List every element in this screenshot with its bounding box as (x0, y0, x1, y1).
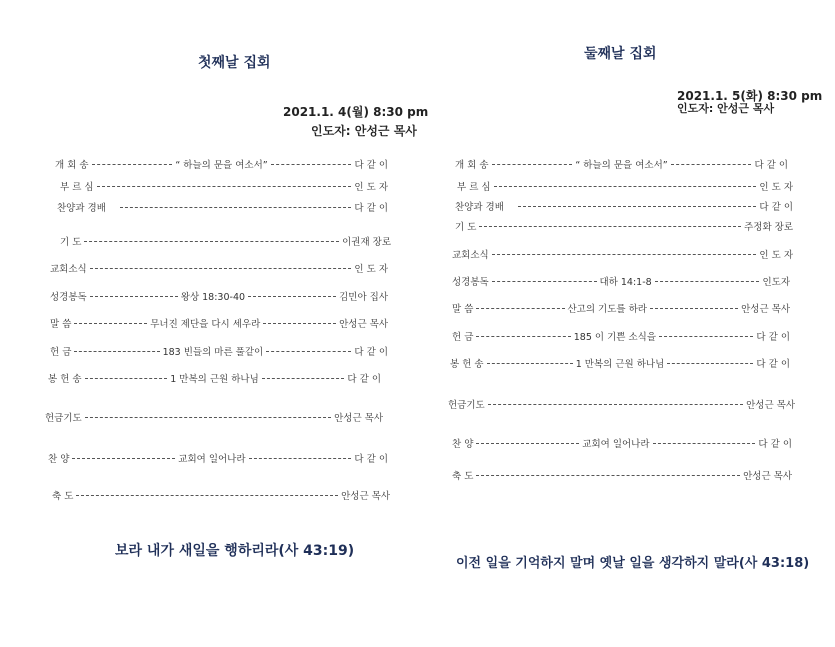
row-right: 인 도 자 (759, 250, 793, 261)
row-right: 안성근 목사 (743, 471, 792, 482)
row-label: 개 회 송 (55, 160, 89, 171)
row-middle: 1 만복의 근원 하나님 (170, 374, 259, 385)
row-label: 부 르 심 (457, 182, 491, 193)
day1-row-opening-hymn (55, 156, 388, 172)
row-right: 다 같 이 (354, 454, 388, 465)
day2-program (420, 0, 835, 647)
day1-row-prayer (60, 233, 391, 249)
day2-row-call (457, 178, 793, 194)
row-middle: 교회여 일어나라 (582, 439, 650, 450)
day1-row-call (60, 178, 388, 194)
day1-date: 2021.1. 4(월) 8:30 pm (283, 105, 429, 119)
row-label: 교회소식 (452, 250, 489, 261)
day1-row-reading (50, 288, 388, 304)
day1-row-hymn (48, 450, 388, 466)
row-label: 봉 헌 송 (450, 359, 484, 370)
day1-row-sermon (50, 315, 388, 331)
row-label: 개 회 송 (455, 160, 489, 171)
day1-theme-verse: 보라 내가 새일을 행하리라(사 43:19) (115, 543, 355, 559)
row-right: 안성근 목사 (741, 304, 790, 315)
day2-row-news (452, 246, 793, 262)
day1-row-news (50, 260, 388, 276)
row-right: 인도자 (762, 277, 790, 288)
day2-row-benediction (452, 467, 792, 483)
row-right: 김민아 집사 (339, 292, 388, 303)
row-label: 찬양과 경배 (455, 202, 504, 213)
row-middle: 산고의 기도를 하라 (567, 304, 647, 315)
day2-row-opening-hymn (455, 156, 788, 172)
row-right: 안성근 목사 (339, 319, 389, 330)
row-middle: “ 하늘의 문을 여소서” (575, 160, 668, 171)
row-label: 축 도 (452, 471, 474, 482)
row-middle: 교회여 일어나라 (178, 454, 246, 465)
row-right: 인 도 자 (354, 264, 388, 275)
row-label: 말 씀 (452, 304, 474, 315)
row-label: 기 도 (60, 237, 82, 248)
row-middle: “ 하늘의 문을 여소서” (175, 160, 268, 171)
day1-title: 첫째날 집회 (198, 55, 271, 71)
row-label: 성경봉독 (452, 277, 489, 288)
row-right: 다 같 이 (354, 203, 388, 214)
row-middle: 1 만복의 근원 하나님 (575, 359, 665, 370)
row-right: 다 같 이 (354, 347, 388, 358)
row-label: 성경봉독 (50, 292, 87, 303)
day2-row-offering-prayer (448, 396, 795, 412)
row-middle: 185 이 기쁜 소식을 (573, 332, 657, 343)
day2-row-offertory (450, 355, 790, 371)
row-label: 찬양과 경배 (57, 203, 106, 214)
day1-row-offering-prayer (45, 409, 383, 425)
day2-date: 2021.1. 5(화) 8:30 pm (677, 89, 823, 103)
row-label: 봉 헌 송 (48, 374, 82, 385)
row-label: 부 르 심 (60, 182, 94, 193)
row-middle: 무너진 제단을 다시 세우라 (150, 319, 261, 330)
day2-row-offering (452, 328, 790, 344)
row-label: 찬 양 (48, 454, 70, 465)
row-middle: 대하 14:1-8 (599, 277, 652, 288)
day2-theme-verse: 이전 일을 기억하지 말며 옛날 일을 생각하지 말라(사 43:18) (456, 556, 810, 571)
day2-row-hymn (452, 435, 792, 451)
row-label: 찬 양 (452, 439, 474, 450)
row-right: 다 같 이 (754, 160, 789, 171)
row-label: 헌 금 (50, 347, 72, 358)
row-label: 헌금기도 (45, 413, 82, 424)
day2-row-prayer (455, 218, 793, 234)
row-right: 안성근 목사 (334, 413, 383, 424)
row-right: 이권재 장로 (342, 237, 391, 248)
row-right: 다 같 이 (759, 202, 793, 213)
row-right: 주정화 장로 (744, 222, 793, 233)
day2-row-reading (452, 273, 790, 289)
day1-row-benediction (52, 487, 390, 503)
day1-leader: 인도자: 안성근 목사 (311, 124, 417, 138)
row-right: 다 같 이 (756, 359, 790, 370)
day2-leader: 인도자: 안성근 목사 (677, 102, 775, 115)
row-label: 기 도 (455, 222, 477, 233)
day2-title: 둘째날 집회 (584, 46, 657, 62)
row-label: 헌 금 (452, 332, 474, 343)
row-label: 말 씀 (50, 319, 72, 330)
row-label: 교회소식 (50, 264, 87, 275)
row-right: 다 같 이 (347, 374, 381, 385)
row-right: 안성근 목사 (341, 491, 390, 502)
row-label: 축 도 (52, 491, 74, 502)
day2-row-praise (455, 198, 793, 214)
row-middle: 183 빈들의 마른 풀같이 (162, 347, 264, 358)
day1-row-offering (50, 343, 388, 359)
row-right: 안성근 목사 (746, 400, 795, 411)
row-right: 다 같 이 (354, 160, 389, 171)
row-middle: 왕상 18:30-40 (180, 292, 246, 303)
day1-row-offertory (48, 370, 381, 386)
row-right: 인 도 자 (759, 182, 793, 193)
row-label: 헌금기도 (448, 400, 485, 411)
row-right: 인 도 자 (354, 182, 388, 193)
day2-row-sermon (452, 300, 790, 316)
row-right: 다 같 이 (756, 332, 790, 343)
row-right: 다 같 이 (758, 439, 792, 450)
day1-row-praise (57, 199, 388, 215)
